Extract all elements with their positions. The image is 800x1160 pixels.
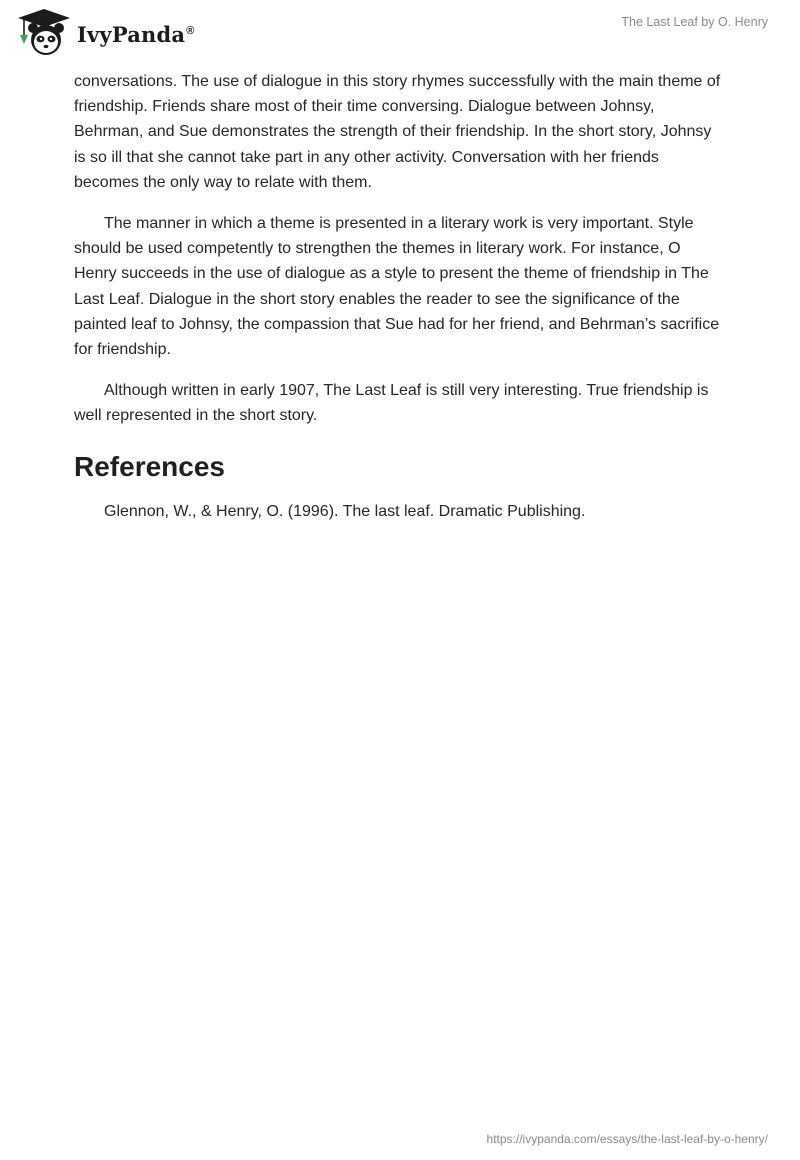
panda-graduate-icon <box>16 8 74 58</box>
references-heading: References <box>74 450 225 482</box>
ivypanda-logo[interactable] <box>16 8 195 58</box>
paragraph: conversations. The use of dialogue in this story rhymes successfully with the main theme of friendship. Friends share most of their time conversing. Dialogue between Johnsy, Behrman, and Sue demonstrates the strength of their friendship. In the short story, Johnsy is so ill that she cannot take part in any other activity. Conversation with her friends becomes the only way to relate with them. <box>74 73 721 191</box>
document-title: The Last Leaf by O. Henry <box>621 15 768 29</box>
source-url[interactable]: https://ivypanda.com/essays/the-last-leaf-by-o-henry/ <box>486 1132 768 1146</box>
page-header <box>0 0 800 70</box>
essay-content <box>74 69 724 540</box>
brand-name: IvyPanda® <box>77 22 195 47</box>
paragraph: Although written in early 1907, The Last Leaf is still very interesting. True friendship is well represented in the short story. <box>74 382 709 425</box>
reference-item: Glennon, W., & Henry, O. (1996). The last leaf. Dramatic Publishing. <box>104 502 586 520</box>
paragraph: The manner in which a theme is presented in a literary work is very important. Style should be used competently to strengthen the themes in literary work. For instance, O Henry succeeds in the use of dialogue as a style to present the theme of friendship in The Last Leaf. Dialogue in the short story enables the reader to see the significance of the painted leaf to Johnsy, the compassion that Sue had for her friend, and Behrman’s sacrifice for friendship. <box>74 215 720 359</box>
